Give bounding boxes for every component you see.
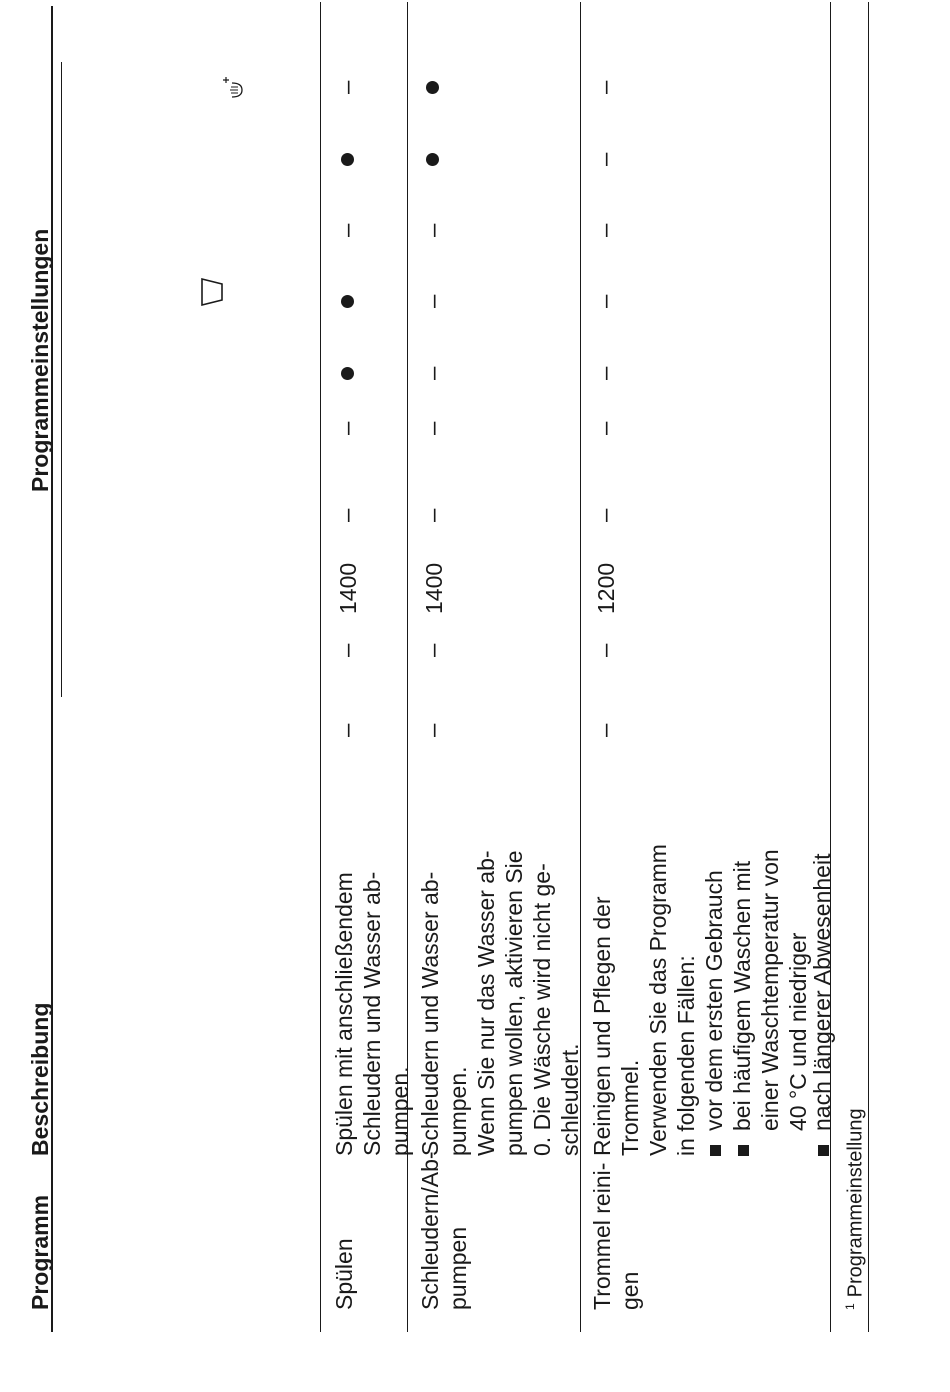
cell-dot [426, 153, 439, 166]
cell-value: – [334, 421, 361, 435]
description-line: pumpen. [387, 1066, 413, 1156]
cell-value: – [334, 223, 361, 237]
cell-dot [341, 367, 354, 380]
cell-dot [341, 153, 354, 166]
description-line: pumpen wollen, aktivieren Sie [501, 850, 527, 1156]
cell-value: – [420, 643, 447, 657]
cell-value: – [592, 152, 619, 166]
cell-value: – [592, 223, 619, 237]
description-line: 0. Die Wäsche wird nicht ge- [529, 863, 555, 1156]
program-name: Trommel reini- [589, 1162, 615, 1310]
program-name: Spülen [331, 1238, 357, 1310]
cell-value: – [592, 421, 619, 435]
row-separator [320, 2, 321, 1332]
footnote-mark: 1 [843, 1303, 857, 1310]
header-description: Beschreibung [27, 1002, 53, 1156]
cell-value: – [592, 294, 619, 308]
description-line: Trommel. [617, 1059, 643, 1156]
cell-spin-speed: 1400 [335, 562, 361, 614]
footnote [838, 1108, 868, 1310]
program-name: gen [617, 1271, 643, 1310]
bullet-item: bei häufigem Waschen mit [728, 861, 756, 1156]
cell-value: – [334, 508, 361, 522]
cell-spin-speed: 1400 [421, 562, 447, 614]
footnote-text: Programmeinstellung [844, 1108, 867, 1298]
cell-spin-speed: 1200 [593, 562, 619, 614]
cell-dot [426, 81, 439, 94]
load-basin-icon [200, 276, 226, 308]
cell-value: – [420, 421, 447, 435]
header-program: Programm [27, 1194, 53, 1310]
cell-value: – [420, 508, 447, 522]
description-line: Schleudern und Wasser ab- [417, 871, 443, 1156]
cell-value: – [334, 80, 361, 94]
description-line: pumpen. [445, 1066, 471, 1156]
cell-value: – [592, 80, 619, 94]
header-settings: Programmeinstellungen [27, 228, 53, 492]
bullet-continuation: 40 °C und niedriger [785, 932, 811, 1131]
footnote-bottom-rule [868, 2, 869, 1332]
cell-dot [341, 295, 354, 308]
description-line: Wenn Sie nur das Wasser ab- [473, 850, 499, 1156]
cell-value: – [592, 366, 619, 380]
description-line: in folgenden Fällen: [673, 955, 699, 1156]
description-line: Schleudern und Wasser ab- [359, 871, 385, 1156]
bullet-item: vor dem ersten Gebrauch [700, 870, 728, 1156]
settings-header-rule [61, 62, 62, 697]
spin-plus-icon [222, 76, 248, 102]
program-name: pumpen [445, 1226, 471, 1310]
cell-value: – [592, 508, 619, 522]
description-line: Spülen mit anschließendem [331, 872, 357, 1156]
program-name: Schleudern/Ab- [417, 1151, 443, 1310]
bullet-item: nach längerer Abwesenheit [808, 854, 836, 1156]
description-line: schleudert. [557, 1043, 583, 1156]
cell-value: – [420, 223, 447, 237]
cell-value: – [592, 723, 619, 737]
cell-value: – [334, 643, 361, 657]
cell-value: – [592, 643, 619, 657]
description-line: Reinigen und Pflegen der [589, 896, 615, 1156]
cell-value: – [420, 723, 447, 737]
cell-value: – [420, 294, 447, 308]
cell-value: – [334, 723, 361, 737]
bullet-continuation: einer Waschtemperatur von [757, 849, 783, 1131]
description-line: Verwenden Sie das Programm [645, 844, 671, 1156]
cell-value: – [420, 366, 447, 380]
